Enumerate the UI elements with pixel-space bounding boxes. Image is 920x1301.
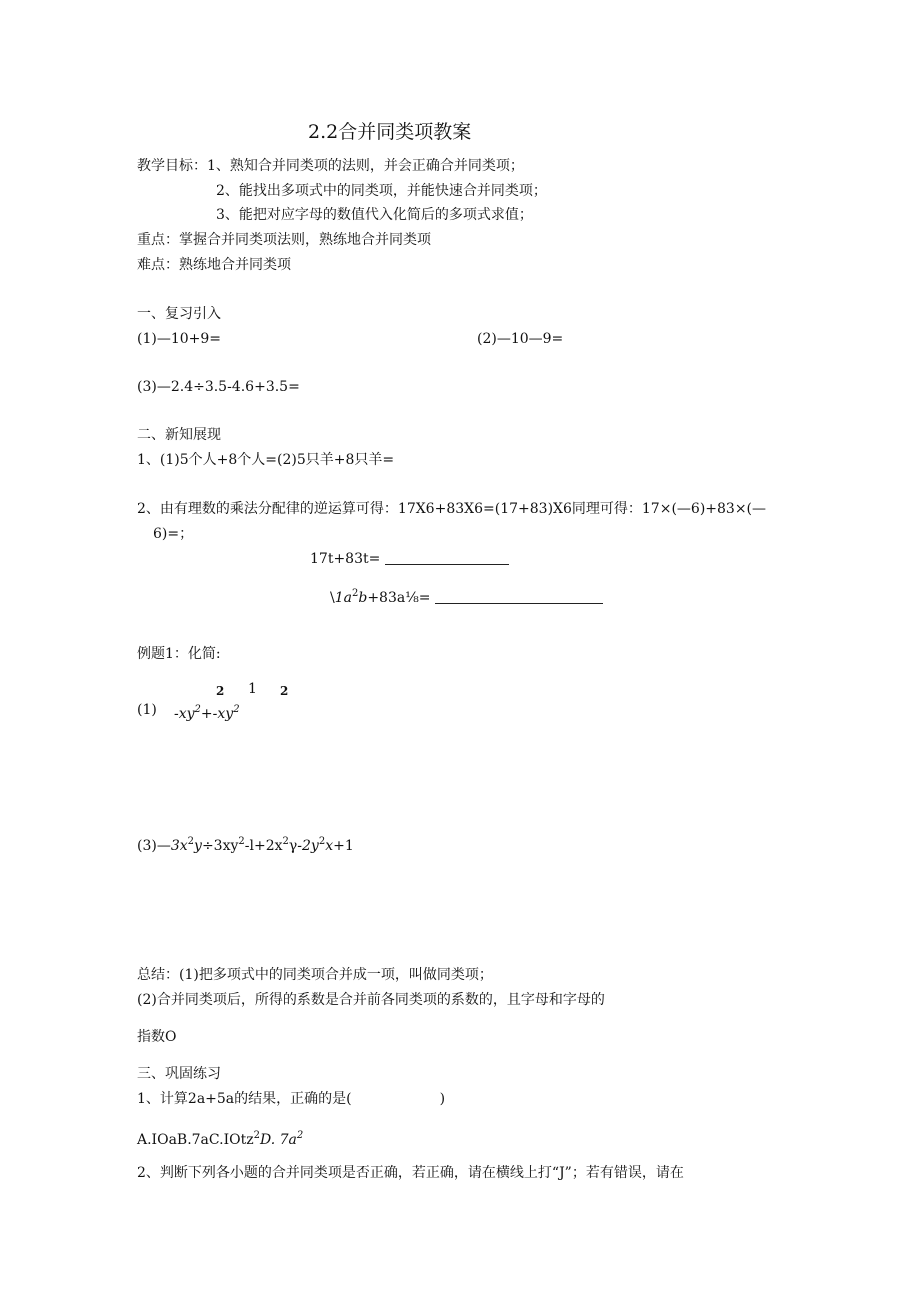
answer-blank[interactable] <box>435 589 603 604</box>
expr-term: y <box>194 838 202 854</box>
summary-line-2: (2)合并同类项后，所得的系数是合并前各同类项的系数的，且字母和字母的 <box>137 992 605 1008</box>
expr-exponent: 2 <box>253 1130 260 1141</box>
example-1-superscript: 2 <box>216 684 225 698</box>
objective-item: 1、熟知合并同类项的法则，并会正确合并同类项； <box>207 158 524 174</box>
section3-heading: 三、巩固练习 <box>137 1066 221 1082</box>
options-text: A.IOaB.7aC.IOtz <box>137 1132 254 1148</box>
summary-line-1: 总结：(1)把多项式中的同类项合并成一项，叫做同类项； <box>137 967 493 983</box>
expr-term: +1 <box>333 838 354 854</box>
objective-item: 2、能找出多项式中的同类项，并能快速合并同类项； <box>216 183 547 199</box>
section2-heading: 二、新知展现 <box>137 427 221 443</box>
summary-line-3: 指数O <box>137 1029 177 1045</box>
expression-1-text: 17t+83t= <box>310 551 381 567</box>
expr-exponent: 2 <box>296 1130 304 1141</box>
expr-exponent: 2 <box>233 704 240 715</box>
option-d: D. 7a <box>259 1132 297 1148</box>
expr-label: (3)— <box>137 838 171 854</box>
expr-exponent: 2 <box>194 704 201 715</box>
practice-options <box>137 1127 303 1149</box>
expr-rest: +83a⅛= <box>367 590 431 606</box>
question-text: ) <box>439 1091 446 1107</box>
expr-term: ÷3xy <box>201 838 239 854</box>
section1-heading: 一、复习引入 <box>137 306 221 322</box>
objectives-label: 教学目标： <box>137 158 207 174</box>
expr-exponent: 2 <box>187 836 195 847</box>
expression-1 <box>310 550 509 568</box>
key-point: 重点：掌握合并同类项法则，熟练地合并同类项 <box>137 232 431 248</box>
example-heading: 例题1：化简: <box>137 646 221 662</box>
practice-question-1 <box>137 1090 445 1108</box>
example-1-label: (1) <box>137 702 157 718</box>
expr-term: -l+2x <box>244 838 283 854</box>
expr-term: γ <box>288 838 298 854</box>
expr-exponent: 2 <box>238 836 245 847</box>
expr-term: -xy <box>174 706 195 722</box>
new-knowledge-item-2-cont: 6)=； <box>153 526 194 542</box>
expr-exponent: 2 <box>318 836 326 847</box>
new-knowledge-item-2: 2、由有理数的乘法分配律的逆运算可得：17X6+83X6=(17+83)X6同理可得：17×(—6)+83×(— <box>137 501 767 517</box>
expr-prefix: \ <box>330 590 335 606</box>
example-3-expression <box>137 833 354 855</box>
new-knowledge-item-1: 1、(1)5个人+8个人=(2)5只羊+8只羊= <box>137 452 395 468</box>
review-question-2: (2)—10—9= <box>477 331 564 347</box>
expr-term: -2y <box>297 838 319 854</box>
expr-term: 3x <box>170 838 188 854</box>
answer-blank[interactable] <box>385 550 509 565</box>
review-question-3: (3)—2.4÷3.5-4.6+3.5= <box>137 379 300 395</box>
review-question-1: (1)—10+9= <box>137 331 222 347</box>
objectives-line-1 <box>137 157 524 175</box>
example-1-expression <box>174 701 240 723</box>
example-1-superscript: 2 <box>280 684 289 698</box>
page-title: 2.2合并同类项教案 <box>308 121 472 143</box>
expr-term: b <box>358 590 368 606</box>
expr-exponent: 2 <box>351 588 359 599</box>
expression-2 <box>330 585 603 607</box>
expr-exponent: 2 <box>282 836 289 847</box>
example-1-superscript: 1 <box>248 681 257 697</box>
objective-item: 3、能把对应字母的数值代入化简后的多项式求值； <box>216 207 533 223</box>
practice-question-2: 2、判断下列各小题的合并同类项是否正确，若正确，请在横线上打“J”；若有错误，请在 <box>137 1165 684 1181</box>
expr-term: x <box>325 838 334 854</box>
difficulty: 难点：熟练地合并同类项 <box>137 257 291 273</box>
question-text: 1、计算2a+5a的结果，正确的是( <box>137 1091 352 1107</box>
expr-term: 1a <box>334 590 352 606</box>
expr-term: +-xy <box>200 706 234 722</box>
